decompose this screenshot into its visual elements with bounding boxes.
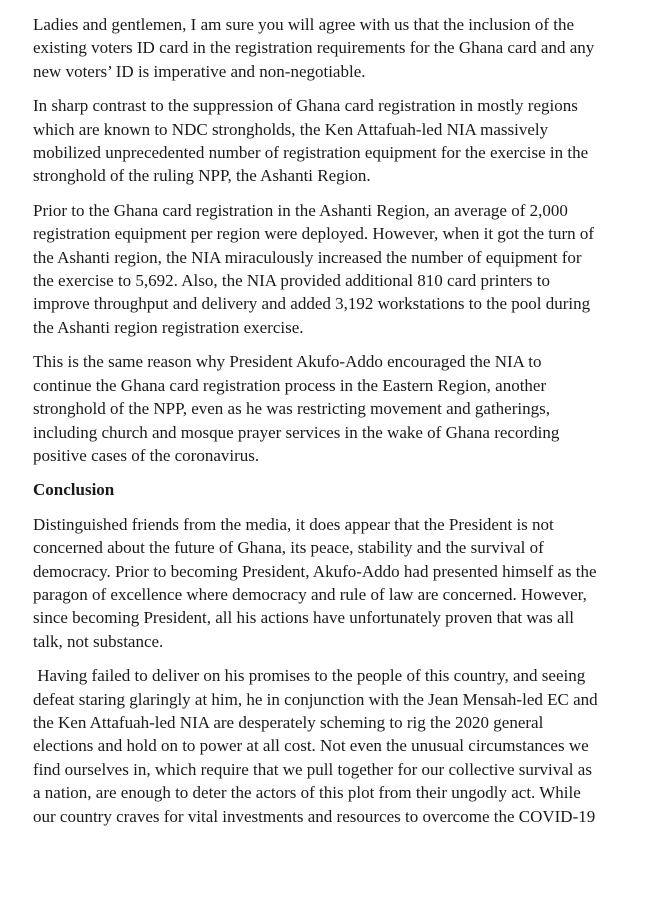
text-line: paragon of excellence where democracy and rule of law are concerned. However, [33,584,587,604]
text-line: the exercise to 5,692. Also, the NIA provided additional 810 card printers to [33,271,550,291]
text-line: the Ashanti region, the NIA miraculously increased the number of equipment for [33,247,582,267]
text-line: concerned about the future of Ghana, its peace, stability and the survival of [33,538,544,558]
text-line: new voters’ ID is imperative and non-negotiable. [33,61,366,81]
text-line: stronghold of the NPP, even as he was restricting movement and gatherings, [33,399,550,419]
paragraph-voters-id [33,13,633,83]
text-line: mobilized unprecedented number of registration equipment for the exercise in the [33,143,589,163]
text-line: talk, not substance. [33,631,164,651]
text-line: since becoming President, all his actions have unfortunately proven that was all [33,608,575,628]
section-heading: Conclusion [33,480,115,500]
paragraph-registration-contrast [33,94,633,188]
paragraph-conclusion-media [33,513,633,653]
text-line: democracy. Prior to becoming President, Akufo-Addo had presented himself as the [33,561,597,581]
text-line: Having failed to deliver on his promises to the people of this country, and seeing [33,666,586,686]
document-body [33,13,633,839]
text-line: Distinguished friends from the media, it does appear that the President is not [33,514,554,534]
text-line: Prior to the Ghana card registration in the Ashanti Region, an average of 2,000 [33,200,568,220]
text-line: which are known to NDC strongholds, the Ken Attafuah-led NIA massively [33,119,549,139]
text-line: registration equipment per region were deployed. However, when it got the turn of [33,224,595,244]
text-line: including church and mosque prayer services in the wake of Ghana recording [33,422,560,442]
text-line: In sharp contrast to the suppression of Ghana card registration in mostly regions [33,96,578,116]
text-line: stronghold of the ruling NPP, the Ashanti Region. [33,166,371,186]
text-line: our country craves for vital investments and resources to overcome the COVID-19 [33,806,596,826]
text-line: continue the Ghana card registration process in the Eastern Region, another [33,375,547,395]
text-line: existing voters ID card in the registration requirements for the Ghana card and any [33,38,595,58]
text-line: positive cases of the coronavirus. [33,445,260,465]
text-line: This is the same reason why President Akufo-Addo encouraged the NIA to [33,352,542,372]
paragraph-eastern-region [33,350,633,467]
text-line: the Ashanti region registration exercise. [33,317,304,337]
paragraph-ashanti-equipment [33,199,633,339]
text-line: the Ken Attafuah-led NIA are desperately scheming to rig the 2020 general [33,712,544,732]
text-line: Ladies and gentlemen, I am sure you will agree with us that the inclusion of the [33,15,575,34]
text-line: a nation, are enough to deter the actors of this plot from their ungodly act. While [33,783,581,803]
text-line: improve throughput and delivery and added 3,192 workstations to the pool during [33,294,591,314]
text-line: find ourselves in, which require that we pull together for our collective survival as [33,759,592,779]
paragraph-conclusion-rigging [33,664,633,828]
text-line: elections and hold on to power at all cost. Not even the unusual circumstances we [33,736,589,756]
text-line: defeat staring glaringly at him, he in conjunction with the Jean Mensah-led EC and [33,689,598,709]
